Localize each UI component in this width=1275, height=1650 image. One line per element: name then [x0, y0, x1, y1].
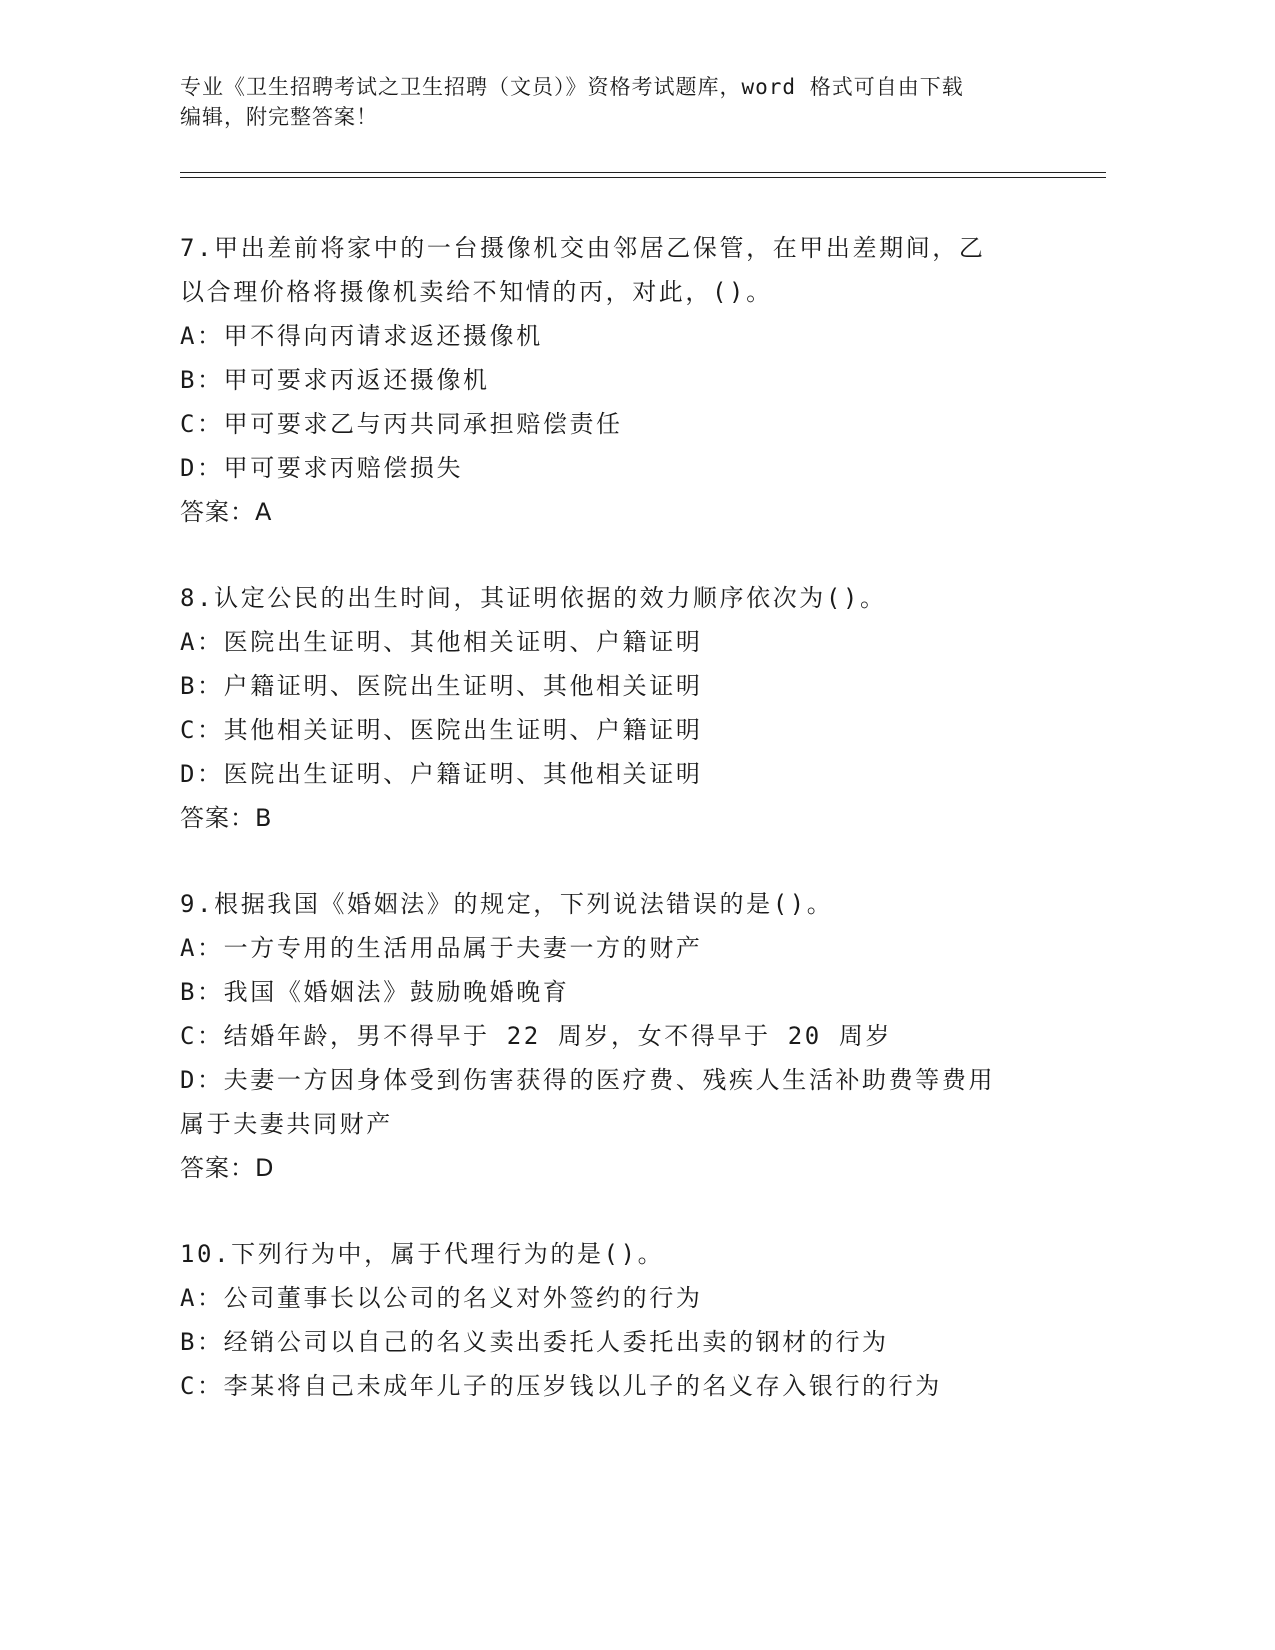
- option-c: C：其他相关证明、医院出生证明、户籍证明: [180, 716, 703, 744]
- option-c: C：甲可要求乙与丙共同承担赔偿责任: [180, 410, 623, 438]
- question-stem: 10.下列行为中，属于代理行为的是()。: [180, 1240, 665, 1268]
- option-a: A：一方专用的生活用品属于夫妻一方的财产: [180, 934, 703, 962]
- option-b: B：经销公司以自己的名义卖出委托人委托出卖的钢材的行为: [180, 1328, 889, 1356]
- question-8: [180, 576, 1080, 840]
- option-b: B：户籍证明、医院出生证明、其他相关证明: [180, 672, 703, 700]
- header-line-1: 专业《卫生招聘考试之卫生招聘（文员）》资格考试题库，word 格式可自由下载: [180, 75, 964, 99]
- option-c: C：李某将自己未成年儿子的压岁钱以儿子的名义存入银行的行为: [180, 1372, 942, 1400]
- option-a: A：医院出生证明、其他相关证明、户籍证明: [180, 628, 703, 656]
- option-d-continued: 属于夫妻共同财产: [180, 1110, 393, 1138]
- option-b: B：我国《婚姻法》鼓励晚婚晚育: [180, 978, 570, 1006]
- question-7: [180, 226, 1080, 534]
- question-list: [180, 226, 1080, 1450]
- answer: 答案：A: [180, 498, 273, 526]
- option-a: A：公司董事长以公司的名义对外签约的行为: [180, 1284, 703, 1312]
- question-stem: 以合理价格将摄像机卖给不知情的丙，对此，()。: [180, 278, 773, 306]
- question-9: [180, 882, 1080, 1190]
- option-b: B：甲可要求丙返还摄像机: [180, 366, 490, 394]
- document-header: [180, 72, 1060, 132]
- question-stem: 9.根据我国《婚姻法》的规定，下列说法错误的是()。: [180, 890, 834, 918]
- header-divider-bottom: [180, 177, 1106, 178]
- question-stem: 8.认定公民的出生时间，其证明依据的效力顺序依次为()。: [180, 584, 887, 612]
- question-10: [180, 1232, 1080, 1408]
- option-c: C：结婚年龄，男不得早于 22 周岁，女不得早于 20 周岁: [180, 1022, 893, 1050]
- option-d: D：夫妻一方因身体受到伤害获得的医疗费、残疾人生活补助费等费用: [180, 1066, 996, 1094]
- header-divider-top: [180, 172, 1106, 173]
- question-stem: 7.甲出差前将家中的一台摄像机交由邻居乙保管，在甲出差期间，乙: [180, 234, 986, 262]
- option-d: D：医院出生证明、户籍证明、其他相关证明: [180, 760, 703, 788]
- option-a: A：甲不得向丙请求返还摄像机: [180, 322, 543, 350]
- option-d: D：甲可要求丙赔偿损失: [180, 454, 464, 482]
- answer: 答案：B: [180, 804, 273, 832]
- header-line-2: 编辑，附完整答案！: [180, 105, 378, 129]
- answer: 答案：D: [180, 1154, 275, 1182]
